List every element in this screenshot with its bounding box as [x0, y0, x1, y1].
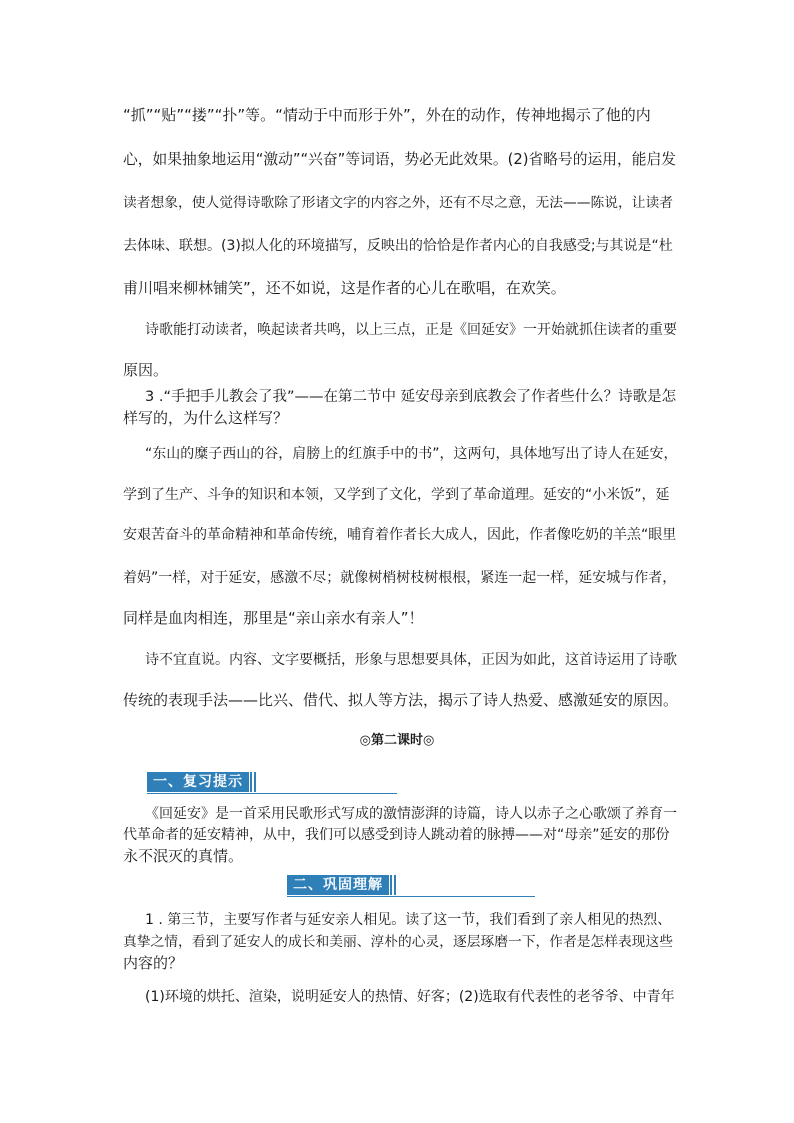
text-line: 传统的表现手法——比兴、借代、拟人等方法，揭示了诗人热爱、感激延安的原因。: [123, 691, 679, 709]
heading-rule: [147, 793, 397, 794]
heading-review: [147, 772, 397, 794]
text-line: 同样是血肉相连，那里是“亲山亲水有亲人”！: [123, 609, 424, 627]
text-line: 原因。: [123, 361, 169, 379]
question-line: 样写的，为什么这样写？: [123, 409, 289, 427]
text-line: “东山的糜子西山的谷，肩膀上的红旗手中的书”，这两句，具体地写出了诗人在延安，: [145, 446, 678, 462]
heading-label: 一、复习提示: [147, 772, 249, 792]
text-line: 学到了生产、斗争的知识和本领，又学到了文化，学到了革命道理。延安的“小米饭”，延: [123, 487, 670, 503]
heading-bars-icon: [250, 772, 256, 792]
heading-consolidate: [287, 875, 535, 897]
question-line: 3 .“手把手儿教会了我”——在第二节中 延安母亲到底教会了作者些什么？诗歌是怎: [145, 389, 677, 405]
text-line: 诗不宜直说。内容、文字要概括，形象与思想要具体，正因为如此，这首诗运用了诗歌: [145, 652, 677, 668]
heading-label: 二、巩固理解: [287, 875, 389, 895]
text-line: 甫川唱来柳林铺笑”，还不如说，这是作者的心儿在歌唱，在欢笑。: [123, 279, 566, 297]
text-line: 《回延安》是一首采用民歌形式写成的激情澎湃的诗篇，诗人以赤子之心歌颂了养育一: [145, 806, 677, 822]
text-line: (1)环境的烘托、渲染，说明延安人的热情、好客；(2)选取有代表性的老爷爷、中青年: [145, 989, 675, 1005]
text-line: 心，如果抽象地运用“激动”“兴奋”等词语，势必无此效果。(2)省略号的运用，能启发: [123, 151, 676, 168]
question-line: 内容的？: [123, 954, 184, 972]
question-line: 真挚之情，看到了延安人的成长和美丽、淳朴的心灵，逐层琢磨一下，作者是怎样表现这些: [123, 934, 674, 950]
text-line: 诗歌能打动读者，唤起读者共鸣，以上三点，正是《回延安》一开始就抓住读者的重要: [145, 322, 677, 338]
text-line: 着妈”一样，对于延安，感激不尽；就像树梢树枝树根根，紧连一起一样，延安城与作者，: [123, 570, 677, 586]
text-line: 永不泯灭的真情。: [123, 847, 244, 865]
heading-rule: [287, 896, 535, 897]
text-line: 代革命者的延安精神，从中，我们可以感受到诗人跳动着的脉搏——对“母亲”延安的那份: [123, 827, 670, 843]
heading-bars-icon: [390, 875, 396, 895]
text-line: “抓”“贴”“搂”“扑”等。“情动于中而形于外”，外在的动作，传神地揭示了他的内: [123, 106, 651, 124]
text-line: 读者想象，使人觉得诗歌除了形诸文字的内容之外，还有不尽之意，无法——陈说，让读者: [123, 195, 674, 211]
question-line: 1 . 第三节，主要写作者与延安亲人相见。读了这一节，我们看到了亲人相见的热烈、: [145, 912, 672, 928]
text-line: 安艰苦奋斗的革命精神和革命传统，哺育着作者长大成人，因此，作者像吃奶的羊羔“眼里: [123, 527, 677, 543]
section-title: ◎第二课时◎: [359, 733, 435, 748]
text-line: 去体味、联想。(3)拟人化的环境描写，反映出的恰恰是作者内心的自我感受;与其说是“杜: [123, 238, 673, 254]
